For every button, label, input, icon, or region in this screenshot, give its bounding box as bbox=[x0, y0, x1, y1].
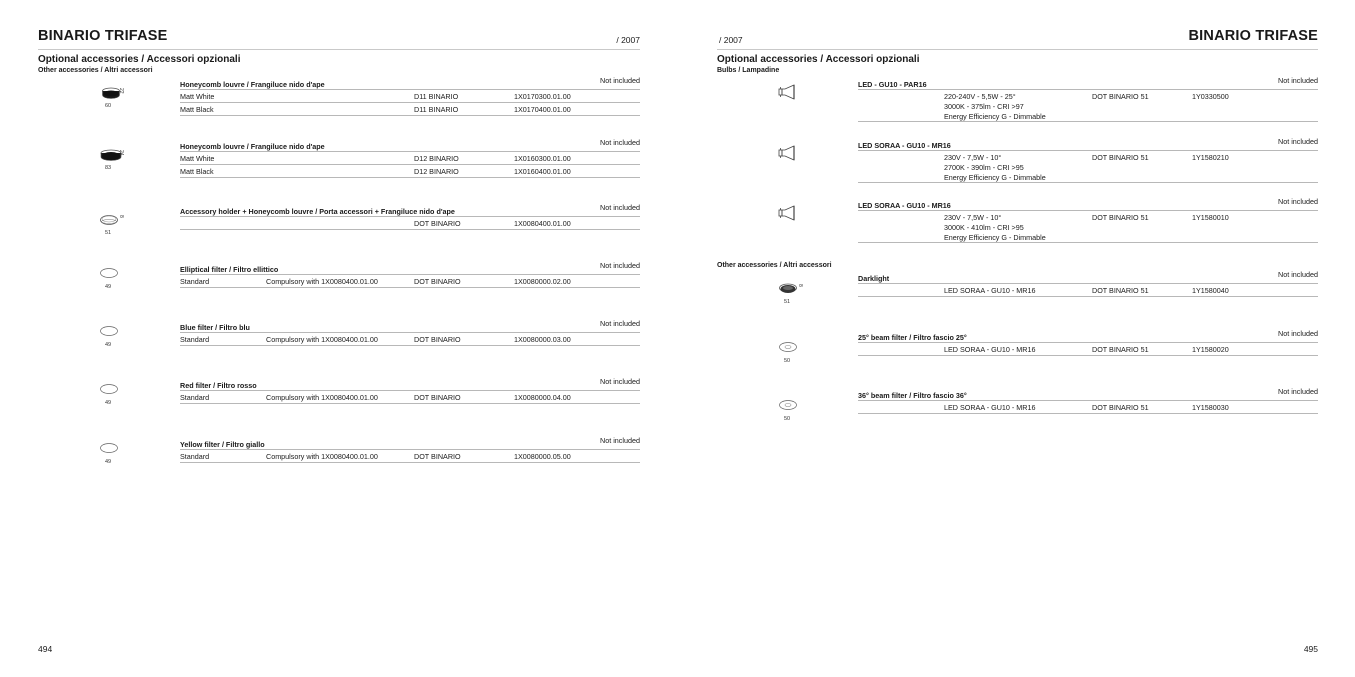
dimension-label: 50 bbox=[784, 416, 791, 422]
header-rule bbox=[717, 49, 1318, 50]
availability-note: Not included bbox=[600, 319, 640, 328]
availability-note: Not included bbox=[600, 76, 640, 85]
row-finish: Standard bbox=[180, 277, 210, 286]
block-header bbox=[180, 76, 640, 90]
table-row bbox=[858, 90, 1318, 122]
page-number: 494 bbox=[38, 644, 53, 654]
table-row bbox=[180, 103, 640, 116]
row-model: D11 BINARIO bbox=[414, 105, 459, 114]
block-header bbox=[180, 138, 640, 152]
block-header bbox=[858, 137, 1318, 151]
spec-line: 220-240V - 5,5W - 25° bbox=[944, 92, 1016, 101]
row-model: DOT BINARIO bbox=[414, 335, 461, 344]
row-bulb-type: LED SORAA - GU10 - MR16 bbox=[944, 403, 1036, 412]
row-code: 1X0160400.01.00 bbox=[514, 167, 571, 176]
dimension-label: 83 bbox=[105, 165, 112, 171]
block-header bbox=[858, 387, 1318, 401]
row-code: 1Y0330500 bbox=[1192, 92, 1229, 101]
block-header bbox=[858, 329, 1318, 343]
dimension-label: 49 bbox=[105, 400, 112, 406]
availability-note: Not included bbox=[600, 138, 640, 147]
availability-note: Not included bbox=[1278, 76, 1318, 85]
left-page bbox=[38, 0, 640, 677]
block-title: Honeycomb louvre / Frangiluce nido d'ape bbox=[180, 142, 325, 151]
height-dimension-label: 8 bbox=[118, 215, 124, 218]
dimension-label: 51 bbox=[105, 230, 112, 236]
row-code: 1Y1580020 bbox=[1192, 345, 1229, 354]
availability-note: Not included bbox=[600, 261, 640, 270]
subsection-title-other: Other accessories / Altri accessori bbox=[717, 262, 832, 269]
spec-line: 3000K - 410lm - CRI >95 bbox=[944, 222, 1024, 232]
block-title: LED - GU10 - PAR16 bbox=[858, 80, 927, 89]
row-finish: Standard bbox=[180, 335, 210, 344]
row-code: 1Y1580010 bbox=[1192, 213, 1229, 222]
row-finish: Matt White bbox=[180, 92, 215, 101]
table-row bbox=[180, 217, 640, 230]
row-bulb-type: LED SORAA - GU10 - MR16 bbox=[944, 345, 1036, 354]
row-model: DOT BINARIO 51 bbox=[1092, 153, 1149, 162]
spec-line: Energy Efficiency G - Dimmable bbox=[944, 172, 1046, 182]
table-row bbox=[858, 151, 1318, 183]
row-model: DOT BINARIO bbox=[414, 452, 461, 461]
block-title: 25° beam filter / Filtro fascio 25° bbox=[858, 333, 967, 342]
height-dimension-label: 8 bbox=[797, 284, 803, 287]
row-finish: Standard bbox=[180, 393, 210, 402]
row-finish: Matt White bbox=[180, 154, 215, 163]
subsection-title: Other accessories / Altri accessori bbox=[38, 67, 153, 74]
spec-line: Energy Efficiency G - Dimmable bbox=[944, 232, 1046, 242]
availability-note: Not included bbox=[1278, 387, 1318, 396]
block-header bbox=[180, 319, 640, 333]
row-model: DOT BINARIO bbox=[414, 219, 461, 228]
spec-line: 2700K - 390lm - CRI >95 bbox=[944, 162, 1024, 172]
row-finish: Matt Black bbox=[180, 105, 214, 114]
subsection-title: Bulbs / Lampadine bbox=[717, 67, 780, 74]
row-compatibility: Compulsory with 1X0080400.01.00 bbox=[266, 452, 378, 461]
block-title: Honeycomb louvre / Frangiluce nido d'ape bbox=[180, 80, 325, 89]
row-model: DOT BINARIO 51 bbox=[1092, 286, 1149, 295]
page-brand-title: BINARIO TRIFASE bbox=[1188, 28, 1318, 44]
row-code: 1Y1580040 bbox=[1192, 286, 1229, 295]
row-model: D12 BINARIO bbox=[414, 167, 459, 176]
block-title: Blue filter / Filtro blu bbox=[180, 323, 250, 332]
table-row bbox=[858, 343, 1318, 356]
row-code: 1X0170400.01.00 bbox=[514, 105, 571, 114]
table-row bbox=[180, 152, 640, 165]
block-title: Elliptical filter / Filtro ellittico bbox=[180, 265, 279, 274]
page-number: 495 bbox=[1303, 644, 1318, 654]
dimension-label: 60 bbox=[105, 103, 112, 109]
row-code: 1X0080000.04.00 bbox=[514, 393, 571, 402]
row-model: DOT BINARIO 51 bbox=[1092, 213, 1149, 222]
table-row bbox=[180, 333, 640, 346]
row-compatibility: Compulsory with 1X0080400.01.00 bbox=[266, 277, 378, 286]
section-title: Optional accessories / Accessori opzionali bbox=[717, 54, 920, 65]
filter-disc-icon bbox=[98, 383, 120, 395]
availability-note: Not included bbox=[1278, 270, 1318, 279]
availability-note: Not included bbox=[1278, 197, 1318, 206]
table-row bbox=[180, 391, 640, 404]
row-model: DOT BINARIO 51 bbox=[1092, 92, 1149, 101]
row-finish: Standard bbox=[180, 452, 210, 461]
header-rule bbox=[38, 49, 640, 50]
block-title: LED SORAA - GU10 - MR16 bbox=[858, 141, 951, 150]
availability-note: Not included bbox=[1278, 329, 1318, 338]
row-model: D12 BINARIO bbox=[414, 154, 459, 163]
page-year: / 2007 bbox=[616, 35, 640, 45]
table-row bbox=[858, 211, 1318, 243]
block-header bbox=[180, 261, 640, 275]
row-compatibility: Compulsory with 1X0080400.01.00 bbox=[266, 393, 378, 402]
block-header bbox=[180, 436, 640, 450]
dimension-label: 49 bbox=[105, 459, 112, 465]
filter-disc-icon bbox=[98, 442, 120, 454]
block-header bbox=[180, 203, 640, 217]
table-row bbox=[180, 275, 640, 288]
spec-line: 230V - 7,5W - 10° bbox=[944, 153, 1002, 162]
block-title: LED SORAA - GU10 - MR16 bbox=[858, 201, 951, 210]
bulb-mr16-icon bbox=[777, 204, 799, 222]
row-code: 1Y1580210 bbox=[1192, 153, 1229, 162]
row-code: 1X0160300.01.00 bbox=[514, 154, 571, 163]
availability-note: Not included bbox=[600, 377, 640, 386]
beam-filter-icon bbox=[777, 399, 799, 411]
row-finish: Matt Black bbox=[180, 167, 214, 176]
availability-note: Not included bbox=[1278, 137, 1318, 146]
dimension-label: 50 bbox=[784, 358, 791, 364]
dimension-label: 49 bbox=[105, 284, 112, 290]
block-title: Red filter / Filtro rosso bbox=[180, 381, 257, 390]
dimension-label: 51 bbox=[784, 299, 791, 305]
bulb-mr16-icon bbox=[777, 144, 799, 162]
row-model: DOT BINARIO 51 bbox=[1092, 403, 1149, 412]
table-row bbox=[858, 284, 1318, 297]
table-row bbox=[180, 165, 640, 178]
row-code: 1X0170300.01.00 bbox=[514, 92, 571, 101]
row-code: 1X0080400.01.00 bbox=[514, 219, 571, 228]
section-title: Optional accessories / Accessori opzionali bbox=[38, 54, 241, 65]
block-title: Accessory holder + Honeycomb louvre / Porta accessori + Frangiluce nido d'ape bbox=[180, 207, 455, 216]
row-code: 1X0080000.05.00 bbox=[514, 452, 571, 461]
bulb-par16-icon bbox=[777, 83, 799, 101]
beam-filter-icon bbox=[777, 341, 799, 353]
block-title: Darklight bbox=[858, 274, 890, 283]
block-header bbox=[858, 197, 1318, 211]
bulb-specification bbox=[944, 213, 1046, 242]
row-code: 1X0080000.02.00 bbox=[514, 277, 571, 286]
row-code: 1Y1580030 bbox=[1192, 403, 1229, 412]
page-year: / 2007 bbox=[719, 35, 743, 45]
table-row bbox=[180, 450, 640, 463]
availability-note: Not included bbox=[600, 436, 640, 445]
row-compatibility: Compulsory with 1X0080400.01.00 bbox=[266, 335, 378, 344]
spec-line: 3000K - 375lm - CRI >97 bbox=[944, 101, 1024, 111]
dimension-label: 49 bbox=[105, 342, 112, 348]
bulb-specification bbox=[944, 153, 1046, 182]
filter-disc-icon bbox=[98, 325, 120, 337]
row-model: DOT BINARIO 51 bbox=[1092, 345, 1149, 354]
row-model: DOT BINARIO bbox=[414, 277, 461, 286]
table-row bbox=[858, 401, 1318, 414]
spec-line: 230V - 7,5W - 10° bbox=[944, 213, 1002, 222]
page-brand-title: BINARIO TRIFASE bbox=[38, 28, 168, 44]
spec-line: Energy Efficiency G - Dimmable bbox=[944, 111, 1046, 121]
table-row bbox=[180, 90, 640, 103]
row-bulb-type: LED SORAA - GU10 - MR16 bbox=[944, 286, 1036, 295]
block-title: 36° beam filter / Filtro fascio 36° bbox=[858, 391, 967, 400]
bulb-specification bbox=[944, 92, 1046, 121]
block-header bbox=[858, 76, 1318, 90]
height-dimension-label: 22 bbox=[118, 88, 124, 94]
block-title: Yellow filter / Filtro giallo bbox=[180, 440, 265, 449]
height-dimension-label: 24 bbox=[118, 150, 124, 156]
right-page bbox=[717, 0, 1318, 677]
availability-note: Not included bbox=[600, 203, 640, 212]
row-model: D11 BINARIO bbox=[414, 92, 459, 101]
block-header bbox=[180, 377, 640, 391]
block-header bbox=[858, 270, 1318, 284]
row-code: 1X0080000.03.00 bbox=[514, 335, 571, 344]
filter-disc-icon bbox=[98, 267, 120, 279]
row-model: DOT BINARIO bbox=[414, 393, 461, 402]
